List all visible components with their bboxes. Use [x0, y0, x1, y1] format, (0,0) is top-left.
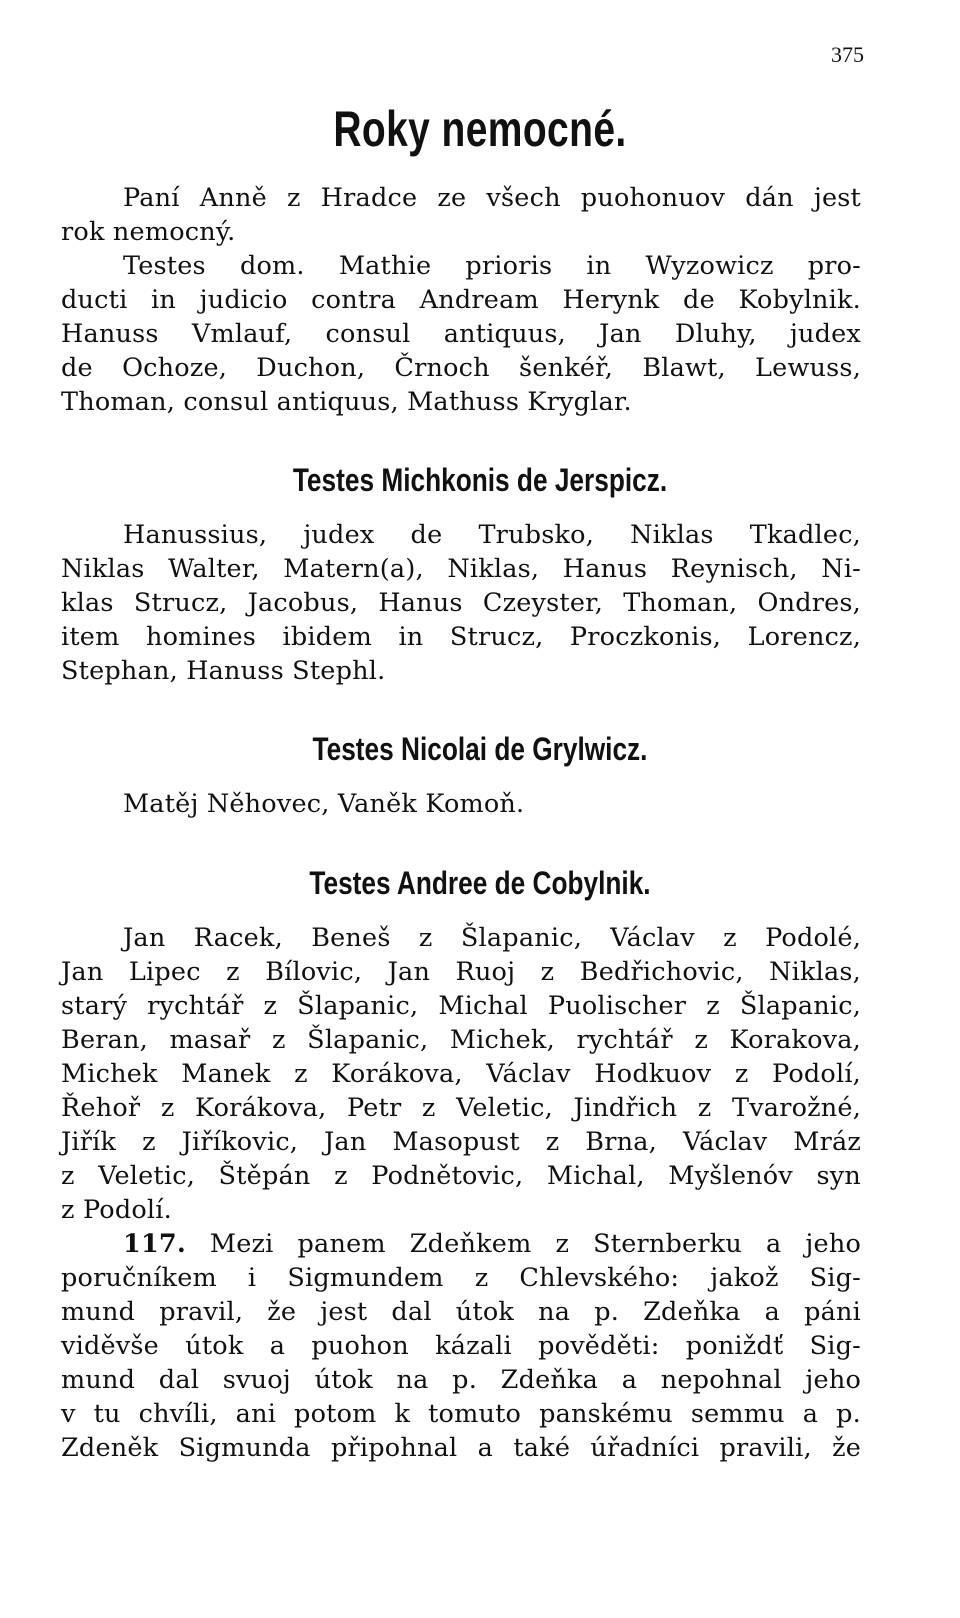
text-line: rok nemocný.	[61, 217, 236, 247]
text-line: Zdeněk Sigmunda připohnal a také úřadníci pravili, že	[61, 1433, 861, 1463]
page-number: 375	[831, 42, 864, 67]
text-line: Michek Manek z Korákova, Václav Hodkuov z Podolí,	[61, 1059, 861, 1089]
text-line: Jiřík z Jiříkovic, Jan Masopust z Brna, Václav Mráz	[61, 1127, 861, 1157]
text-line: Řehoř z Korákova, Petr z Veletic, Jindřich z Tvarožné,	[61, 1093, 861, 1123]
text-line: v tu chvíli, ani potom k tomuto panskému semmu a p.	[61, 1399, 861, 1429]
section-heading: Testes Nicolai de Grylwicz.	[312, 731, 648, 767]
text-line: Hanuss Vmlauf, consul antiquus, Jan Dluhy, judex	[61, 319, 861, 349]
text-line: poručníkem i Sigmundem z Chlevského: jakož Sig-	[61, 1263, 861, 1293]
text-line: Jan Lipec z Bílovic, Jan Ruoj z Bedřichovic, Niklas,	[61, 957, 861, 987]
text-line: z Veletic, Štěpán z Podnětovic, Michal, Myšlenóv syn	[61, 1161, 861, 1191]
text-line: Beran, masař z Šlapanic, Michek, rychtář z Korakova,	[61, 1025, 861, 1055]
text-line: mund dal svuoj útok na p. Zdeňka a nepohnal jeho	[61, 1365, 861, 1395]
text-line: Jan Racek, Beneš z Šlapanic, Václav z Podolé,	[123, 923, 861, 953]
text-fragment: Mezi panem Zdeňkem z Sternberku a jeho	[185, 1229, 861, 1259]
text-line: z Podolí.	[61, 1195, 172, 1225]
section-number: 117.	[123, 1229, 186, 1259]
text-line: Thoman, consul antiquus, Mathuss Kryglar.	[61, 387, 632, 417]
section-heading: Testes Michkonis de Jerspicz.	[292, 462, 668, 498]
text-line: mund pravil, že jest dal útok na p. Zdeňka a páni	[61, 1297, 861, 1327]
text-line: Matěj Něhovec, Vaněk Komoň.	[123, 789, 525, 819]
text-line: de Ochoze, Duchon, Črnoch šenkéř, Blawt, Lewuss,	[61, 353, 861, 383]
text-line: Stephan, Hanuss Stephl.	[61, 656, 386, 686]
text-line: item homines ibidem in Strucz, Proczkonis, Lorencz,	[61, 622, 861, 652]
text-line: Niklas Walter, Matern(a), Niklas, Hanus Reynisch, Ni-	[61, 554, 861, 584]
text-line: viděvše útok a puohon kázali pověděti: poniždť Sig-	[61, 1331, 861, 1361]
text-line: starý rychtář z Šlapanic, Michal Puolischer z Šlapanic,	[61, 991, 861, 1021]
text-line: Paní Anně z Hradce ze všech puohonuov dán jest	[123, 183, 861, 213]
text-line: ducti in judicio contra Andream Herynk de Kobylnik.	[61, 285, 861, 315]
text-line: klas Strucz, Jacobus, Hanus Czeyster, Thoman, Ondres,	[61, 588, 861, 618]
text-line: Testes dom. Mathie prioris in Wyzowicz pro-	[123, 251, 861, 281]
text-line	[123, 1227, 861, 1261]
text-line: Hanussius, judex de Trubsko, Niklas Tkadlec,	[123, 520, 861, 550]
page-title: Roky nemocné.	[333, 101, 627, 157]
section-heading: Testes Andree de Cobylnik.	[309, 865, 651, 901]
